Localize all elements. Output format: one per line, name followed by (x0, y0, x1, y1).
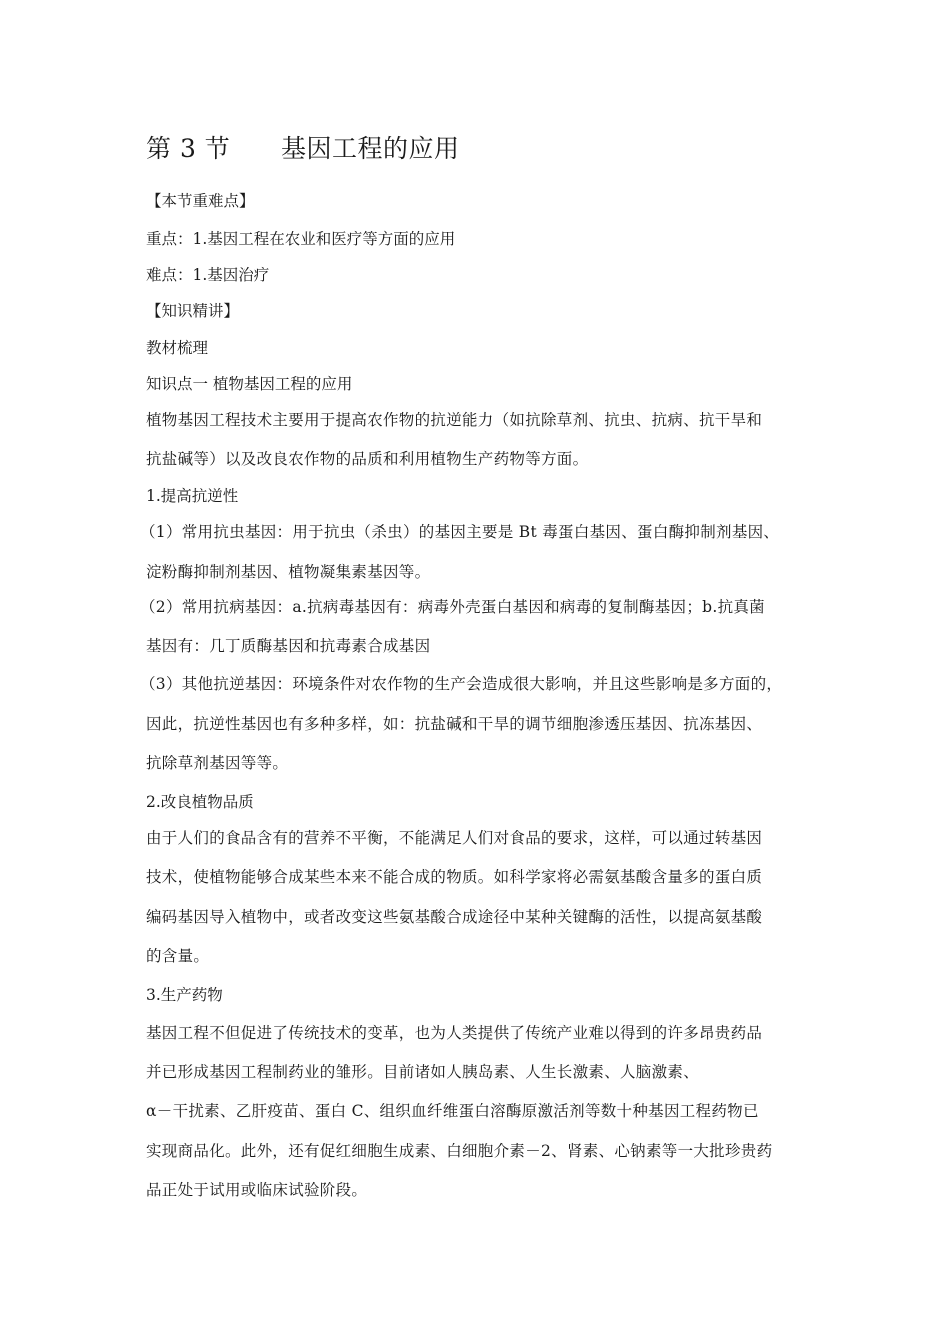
paragraph-line: 技术，使植物能够合成某些本来不能合成的物质。如科学家将必需氨基酸含量多的蛋白质 (146, 868, 763, 886)
paragraph-line: （1）常用抗虫基因：用于抗虫（杀虫）的基因主要是 Bt 毒蛋白基因、蛋白酶抑制剂基因、 (140, 523, 780, 541)
difficult-point-line: 难点：1.基因治疗 (146, 266, 270, 284)
subheading-drugs: 3.生产药物 (146, 986, 223, 1004)
paragraph-line: 因此，抗逆性基因也有多种多样，如：抗盐碱和干旱的调节细胞渗透压基因、抗冻基因、 (146, 715, 763, 733)
paragraph-line: 淀粉酶抑制剂基因、植物凝集素基因等。 (146, 563, 431, 581)
paragraph-line: 基因工程不但促进了传统技术的变革，也为人类提供了传统产业难以得到的许多昂贵药品 (146, 1024, 763, 1042)
paragraph-line: 实现商品化。此外，还有促红细胞生成素、白细胞介素－2、肾素、心钠素等一大批珍贵药 (146, 1142, 773, 1160)
subheading-quality: 2.改良植物品质 (146, 793, 254, 811)
section-heading-key-points: 【本节重难点】 (146, 192, 255, 210)
section-heading-knowledge: 【知识精讲】 (146, 302, 240, 320)
paragraph-line: 植物基因工程技术主要用于提高农作物的抗逆能力（如抗除草剂、抗虫、抗病、抗干旱和 (146, 411, 763, 429)
paragraph-line: 并已形成基因工程制药业的雏形。目前诸如人胰岛素、人生长激素、人脑激素、 (146, 1063, 700, 1081)
key-point-line: 重点：1.基因工程在农业和医疗等方面的应用 (146, 230, 456, 248)
paragraph-line: 编码基因导入植物中，或者改变这些氨基酸合成途径中某种关键酶的活性，以提高氨基酸 (146, 908, 763, 926)
paragraph-line: α－干扰素、乙肝疫苗、蛋白 C、组织血纤维蛋白溶酶原激活剂等数十种基因工程药物已 (146, 1102, 759, 1120)
paragraph-line: 基因有：几丁质酶基因和抗毒素合成基因 (146, 637, 431, 655)
paragraph-line: 抗盐碱等）以及改良农作物的品质和利用植物生产药物等方面。 (146, 450, 589, 468)
paragraph-line: 的含量。 (146, 947, 210, 965)
paragraph-line: （3）其他抗逆基因：环境条件对农作物的生产会造成很大影响，并且这些影响是多方面的， (140, 675, 783, 693)
paragraph-line: 由于人们的食品含有的营养不平衡，不能满足人们对食品的要求，这样，可以通过转基因 (146, 829, 763, 847)
paragraph-line: （2）常用抗病基因：a.抗病毒基因有：病毒外壳蛋白基因和病毒的复制酶基因；b.抗真菌 (140, 598, 765, 616)
page-title: 第 3 节 基因工程的应用 (146, 134, 460, 163)
paragraph-line: 品正处于试用或临床试验阶段。 (146, 1181, 368, 1199)
paragraph-line: 抗除草剂基因等等。 (146, 754, 289, 772)
knowledge-point-heading: 知识点一 植物基因工程的应用 (146, 375, 353, 393)
subheading-stress-resistance: 1.提高抗逆性 (146, 487, 239, 505)
subheading-textbook: 教材梳理 (146, 339, 209, 357)
